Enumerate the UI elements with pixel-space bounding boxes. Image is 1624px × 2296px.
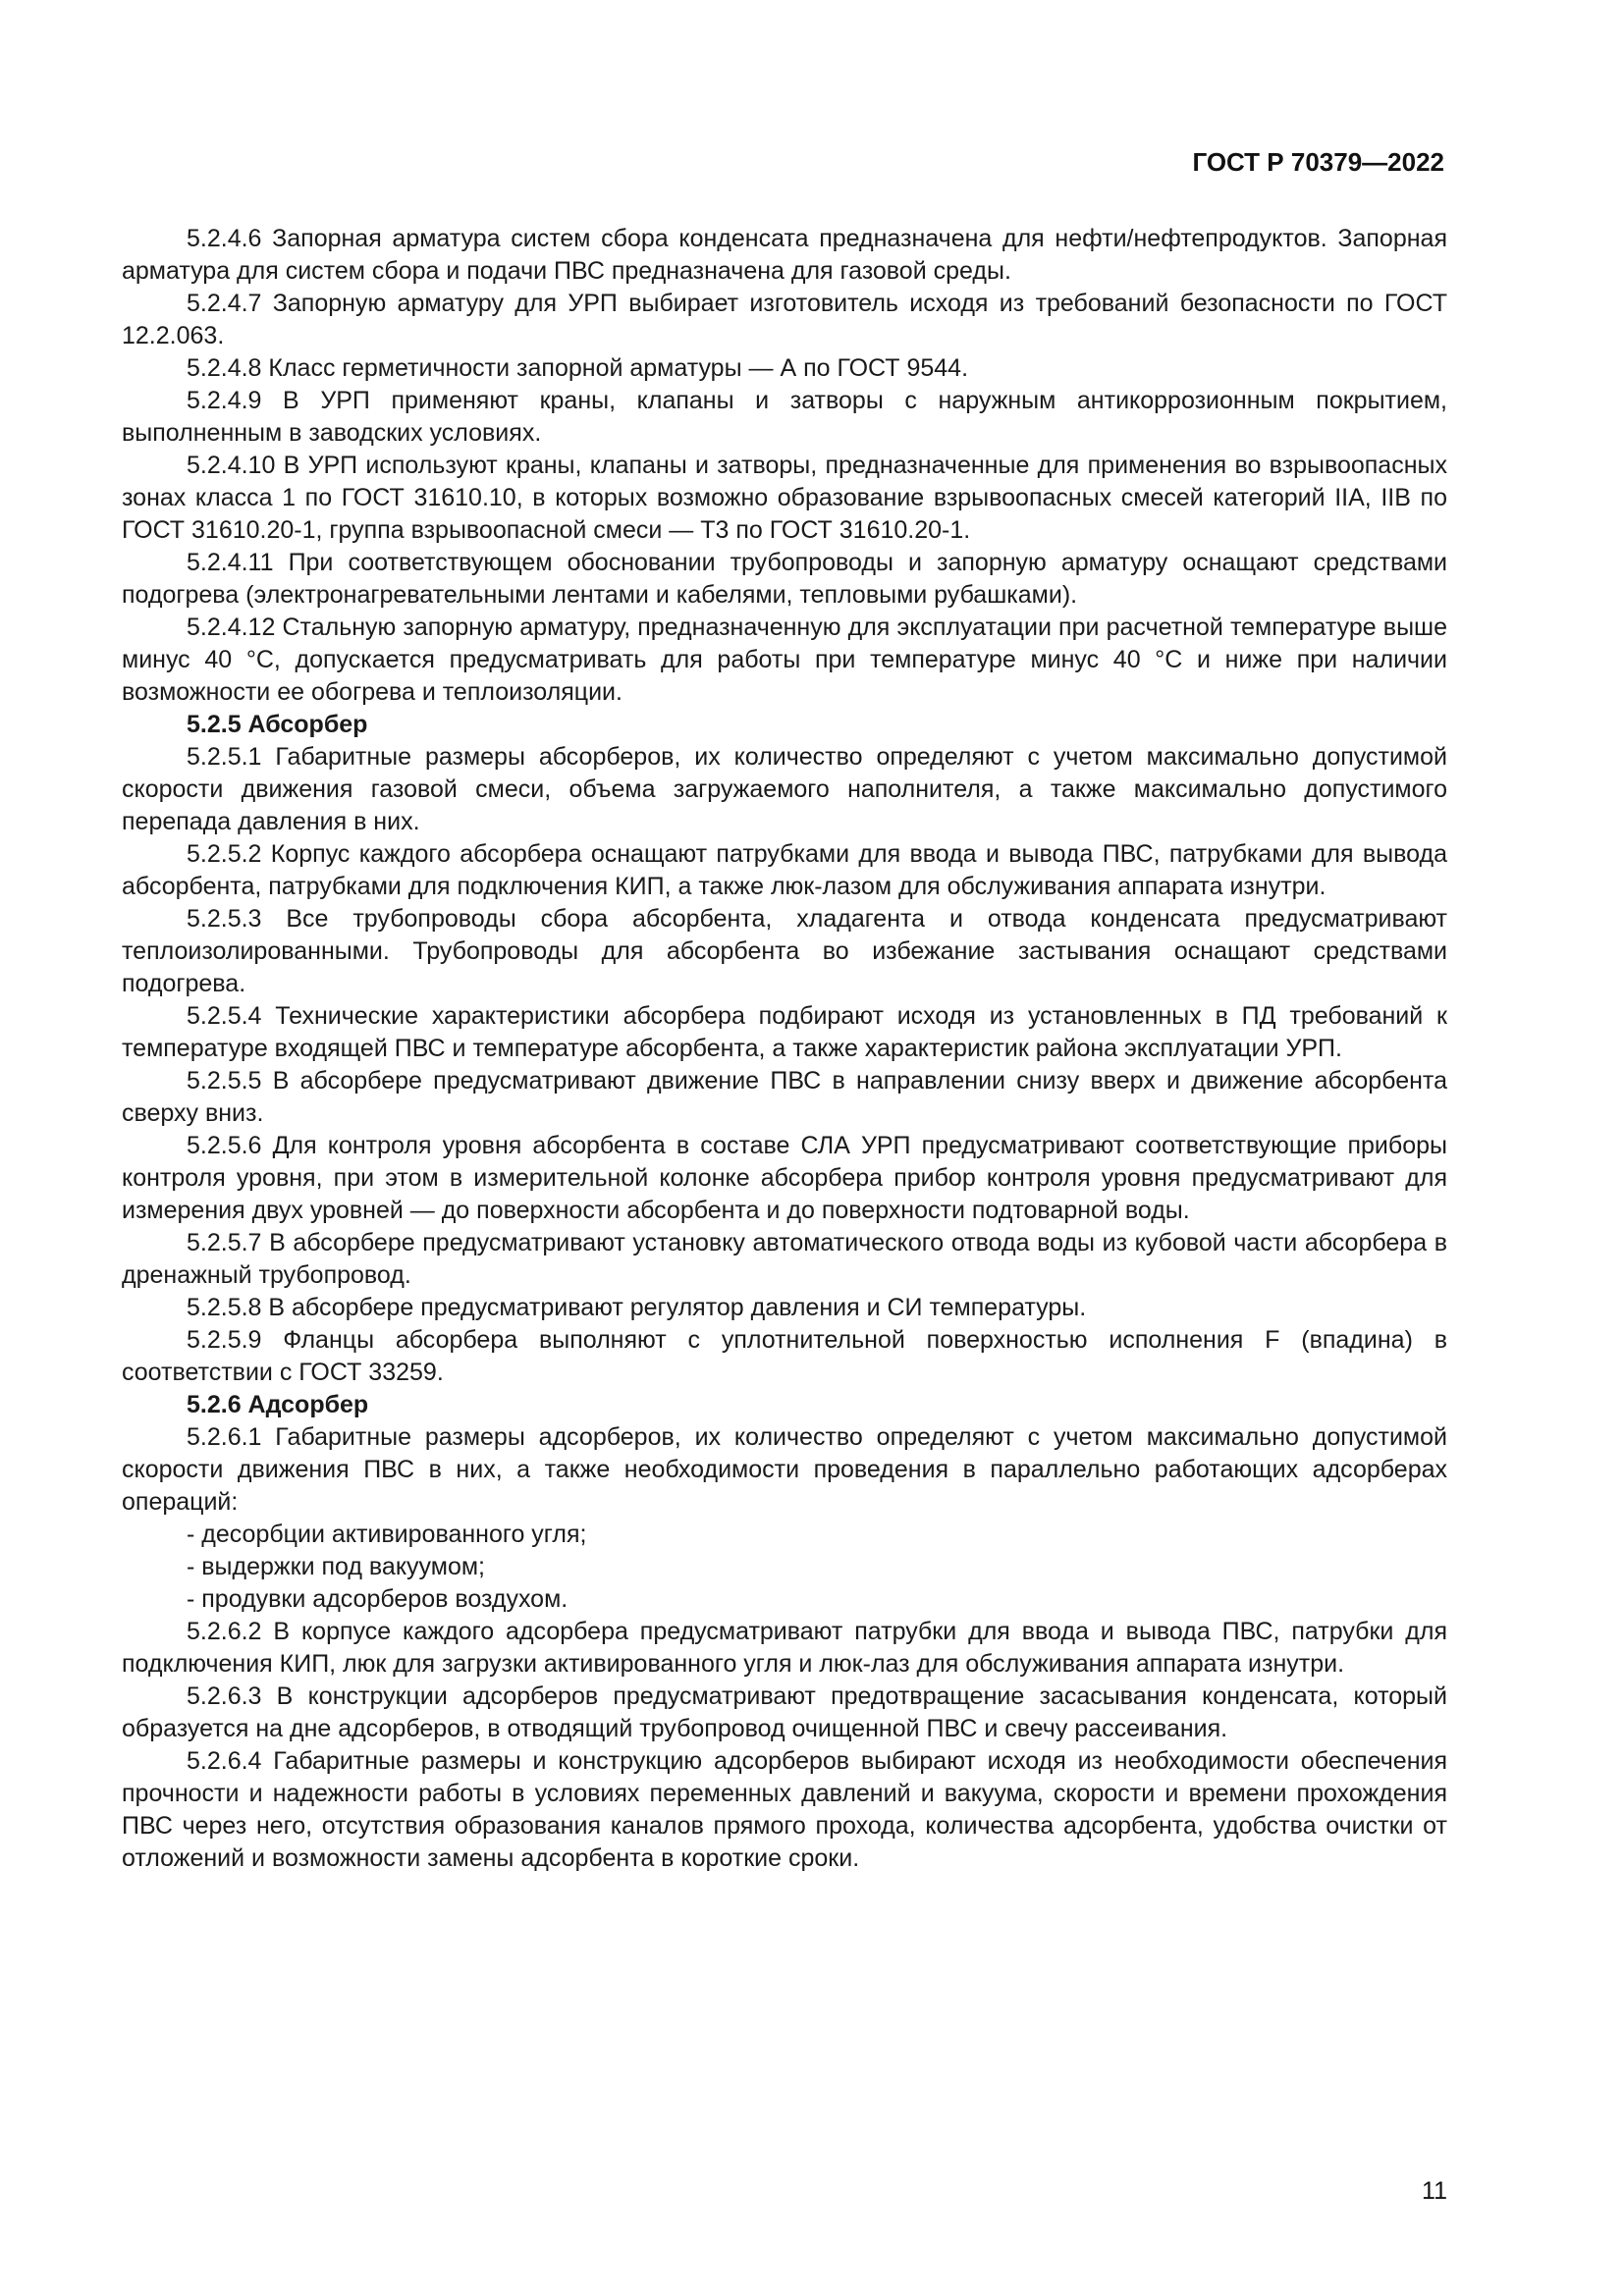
document-header: ГОСТ Р 70379—2022	[1192, 147, 1444, 177]
paragraph: 5.2.5.1 Габаритные размеры абсорберов, их количество определяют с учетом максимально допустимой скорости движения газовой смеси, объема загружаемого наполнителя, а также максимально допустимого перепада давления в них.	[122, 743, 1447, 835]
paragraph: 5.2.5.3 Все трубопроводы сбора абсорбента, хладагента и отвода конденсата предусматривают теплоизолированными. Трубопроводы для абсорбента во избежание застывания оснащают средствами подогрева.	[122, 905, 1447, 997]
paragraph: 5.2.5.7 В абсорбере предусматривают установку автоматического отвода воды из кубовой части абсорбера в дренажный трубопровод.	[122, 1229, 1447, 1289]
paragraph: 5.2.4.7 Запорную арматуру для УРП выбирает изготовитель исходя из требований безопасности по ГОСТ 12.2.063.	[122, 290, 1447, 349]
paragraph: 5.2.4.8 Класс герметичности запорной арматуры — А по ГОСТ 9544.	[187, 354, 969, 382]
document-body	[122, 223, 1447, 1875]
paragraph: 5.2.4.11 При соответствующем обосновании трубопроводы и запорную арматуру оснащают средствами подогрева (электронагревательными лентами и кабелями, тепловыми рубашками).	[122, 549, 1447, 609]
paragraph: 5.2.4.12 Стальную запорную арматуру, предназначенную для эксплуатации при расчетной температуре выше минус 40 °С, допускается предусматривать для работы при температуре минус 40 °С и ниже при наличии возможности ее обогрева и теплоизоляции.	[122, 614, 1447, 706]
paragraph: 5.2.6.1 Габаритные размеры адсорберов, их количество определяют с учетом максимально допустимой скорости движения ПВС в них, а также необходимости проведения в параллельно работающих адсорберах операций:	[122, 1423, 1447, 1516]
paragraph: 5.2.4.10 В УРП используют краны, клапаны и затворы, предназначенные для применения во взрывоопасных зонах класса 1 по ГОСТ 31610.10, в которых возможно образование взрывоопасных смесей категорий IIA, IIB по ГОСТ 31610.20-1, группа взрывоопасной смеси — Т3 по ГОСТ 31610.20-1.	[122, 452, 1447, 544]
paragraph: 5.2.5.2 Корпус каждого абсорбера оснащают патрубками для ввода и вывода ПВС, патрубками для вывода абсорбента, патрубками для подключения КИП, а также люк-лазом для обслуживания аппарата изнутри.	[122, 840, 1447, 900]
paragraph: 5.2.6.4 Габаритные размеры и конструкцию адсорберов выбирают исходя из необходимости обеспечения прочности и надежности работы в условиях переменных давлений и вакуума, скорости и времени прохождения ПВС через него, отсутствия образования каналов прямого прохода, количества адсорбента, удобства очистки от отложений и возможности замены адсорбента в короткие сроки.	[122, 1747, 1447, 1872]
paragraph: 5.2.5.9 Фланцы абсорбера выполняют с уплотнительной поверхностью исполнения F (впадина) в соответствии с ГОСТ 33259.	[122, 1326, 1447, 1386]
section-heading: 5.2.6 Адсорбер	[187, 1391, 369, 1418]
paragraph: 5.2.5.8 В абсорбере предусматривают регулятор давления и СИ температуры.	[187, 1294, 1087, 1321]
page-number: 11	[1422, 2177, 1447, 2205]
list-item: - продувки адсорберов воздухом.	[187, 1585, 568, 1613]
section-heading: 5.2.5 Абсорбер	[187, 711, 368, 738]
paragraph: 5.2.6.3 В конструкции адсорберов предусматривают предотвращение засасывания конденсата, который образуется на дне адсорберов, в отводящий трубопровод очищенной ПВС и свечу рассеивания.	[122, 1682, 1447, 1742]
paragraph: 5.2.5.4 Технические характеристики абсорбера подбирают исходя из установленных в ПД требований к температуре входящей ПВС и температуре абсорбента, а также характеристик района эксплуатации УРП.	[122, 1002, 1447, 1062]
paragraph: 5.2.5.5 В абсорбере предусматривают движение ПВС в направлении снизу вверх и движение абсорбента сверху вниз.	[122, 1067, 1447, 1127]
list-item: - десорбции активированного угля;	[187, 1521, 587, 1548]
paragraph: 5.2.5.6 Для контроля уровня абсорбента в составе СЛА УРП предусматривают соответствующие приборы контроля уровня, при этом в измерительной колонке абсорбера прибор контроля уровня предусматривают для измерения двух уровней — до поверхности абсорбента и до поверхности подтоварной воды.	[122, 1132, 1447, 1224]
paragraph: 5.2.4.6 Запорная арматура систем сбора конденсата предназначена для нефти/нефтепродуктов. Запорная арматура для систем сбора и подачи ПВС предназначена для газовой среды.	[122, 225, 1447, 285]
paragraph: 5.2.6.2 В корпусе каждого адсорбера предусматривают патрубки для ввода и вывода ПВС, патрубки для подключения КИП, люк для загрузки активированного угля и люк-лаз для обслуживания аппарата изнутри.	[122, 1618, 1447, 1678]
list-item: - выдержки под вакуумом;	[187, 1553, 485, 1580]
paragraph: 5.2.4.9 В УРП применяют краны, клапаны и затворы с наружным антикоррозионным покрытием, выполненным в заводских условиях.	[122, 387, 1447, 447]
